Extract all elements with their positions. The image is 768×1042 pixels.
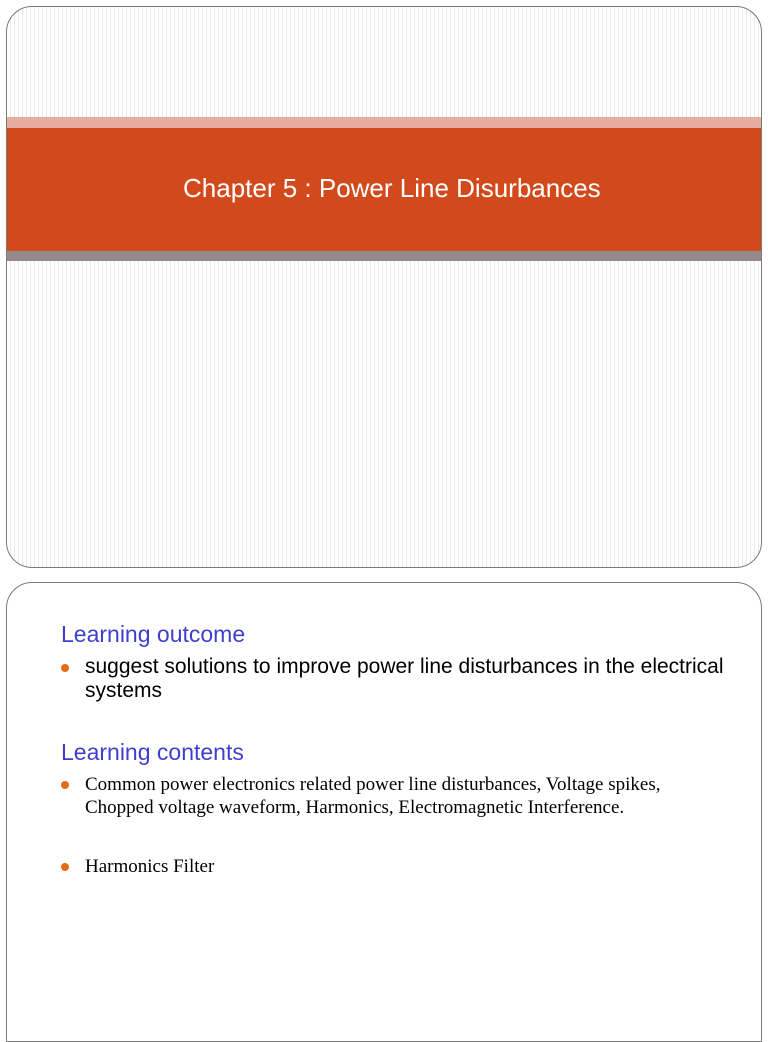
bullet-dot-icon [61, 863, 69, 871]
content-slide [6, 582, 762, 1042]
slide-title: Chapter 5 : Power Line Disurbances [183, 173, 601, 203]
title-band-top-stripe [7, 117, 761, 128]
bullet-dot-icon [61, 664, 69, 672]
bullet-dot-icon [61, 781, 69, 789]
learning-contents-heading: Learning contents [61, 739, 244, 765]
content-bullet-text: Common power electronics related power line disturbances, Voltage spikes, Chopped voltage waveform, Harmonics, Electromagnetic Interference. [85, 774, 661, 818]
title-band-bottom-stripe [7, 251, 761, 261]
title-slide [6, 6, 762, 568]
content-bullet-text: Harmonics Filter [85, 856, 215, 877]
outcome-bullet-text: suggest solutions to improve power line disturbances in the electrical systems [85, 655, 724, 702]
learning-outcome-heading: Learning outcome [61, 621, 246, 647]
